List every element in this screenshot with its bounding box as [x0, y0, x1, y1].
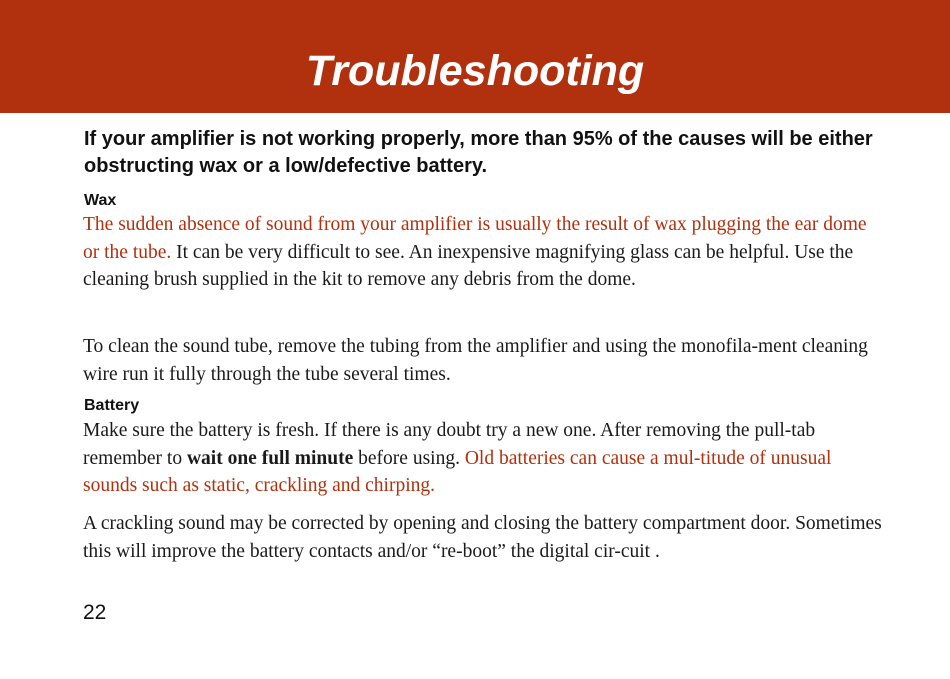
- page-title: Troubleshooting: [305, 47, 645, 95]
- battery-paragraph-1-emphasis: wait one full minute: [186, 447, 354, 469]
- battery-paragraph-2: A crackling sound may be corrected by opening and closing the battery compartment door. Sometimes this will improve the battery contacts and/or “re-boot” the digital cir-cuit .: [83, 513, 882, 562]
- wax-paragraph-1-text: It can be very difficult to see. An inexpensive magnifying glass can be helpful. Use the cleaning brush supplied in the kit to remove any debris from the dome.: [83, 241, 854, 290]
- wax-paragraph-1-highlight: The sudden absence of sound from your amplifier is usually the result of wax plugging the ear dome or the tube.: [83, 214, 867, 263]
- header-band: [0, 0, 950, 113]
- battery-paragraph-1-highlight: Old batteries can cause a mul-titude of unusual sounds such as static, crackling and chirping.: [83, 447, 832, 496]
- battery-paragraph-1-text-mid: before using.: [353, 447, 465, 469]
- wax-paragraph-2: To clean the sound tube, remove the tubing from the amplifier and using the monofila-ment cleaning wire run it fully through the tube several times.: [83, 336, 868, 385]
- battery-heading: Battery: [84, 397, 140, 414]
- battery-paragraph-1: [83, 417, 883, 500]
- intro-paragraph: If your amplifier is not working properly, more than 95% of the causes will be either obstructing wax or a low/defective battery.: [84, 128, 873, 177]
- page-number: 22: [83, 601, 107, 624]
- battery-paragraph-1-text-start: Make sure the battery is fresh. If there is any doubt try a new one. After removing the pull-tab remember to: [83, 420, 816, 469]
- wax-paragraph-1: [83, 211, 883, 294]
- wax-heading: Wax: [84, 192, 117, 209]
